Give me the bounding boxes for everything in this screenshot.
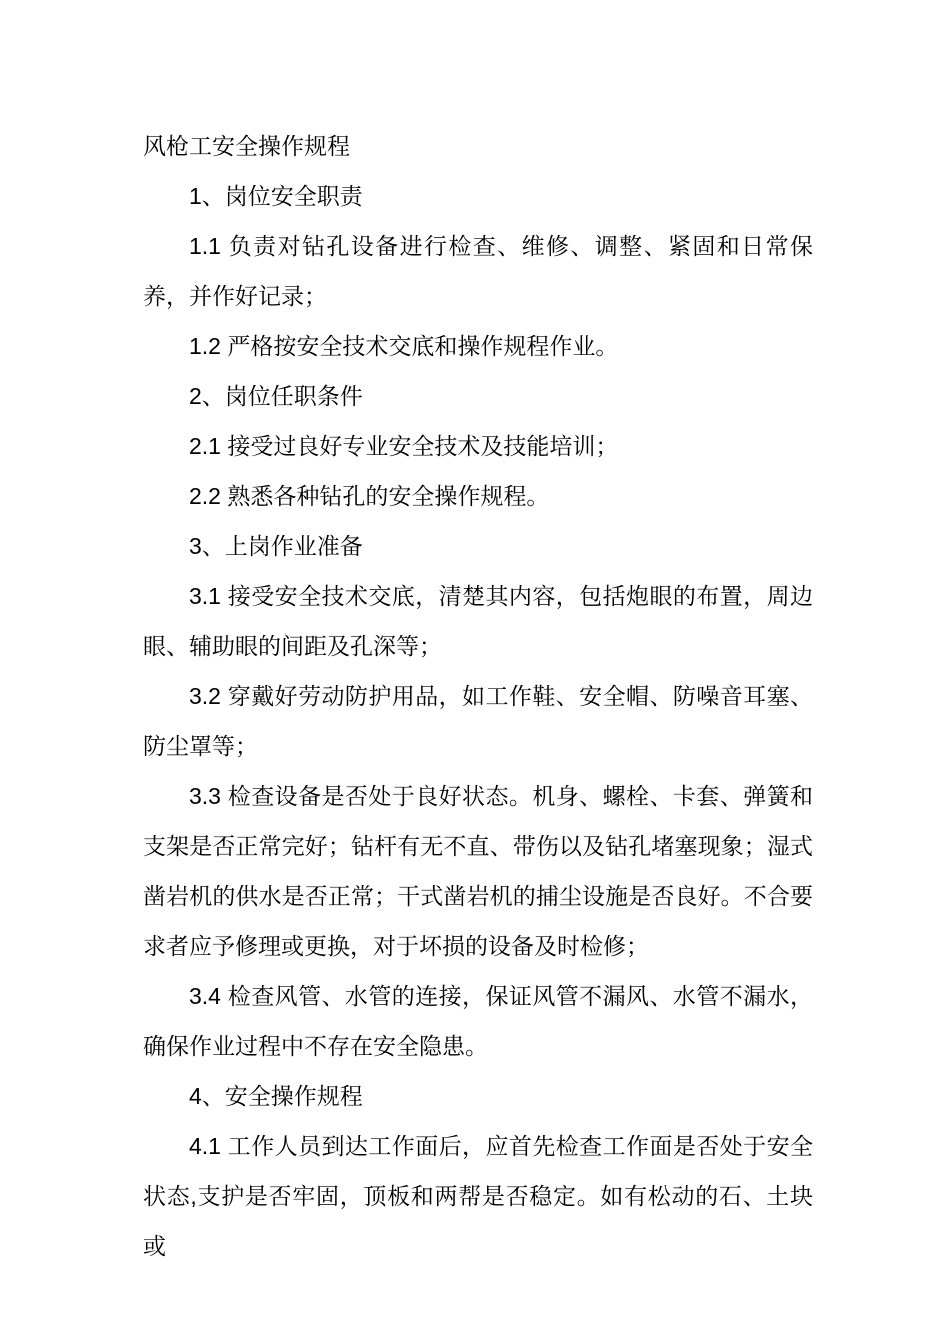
paragraph: 3.4 检查风管、水管的连接，保证风管不漏风、水管不漏水，确保作业过程中不存在安全隐患。: [143, 983, 813, 1059]
paragraph: 2.2 熟悉各种钻孔的安全操作规程。: [189, 483, 550, 509]
paragraph: 2、岗位任职条件: [189, 383, 363, 409]
paragraph: 3.3 检查设备是否处于良好状态。机身、螺栓、卡套、弹簧和支架是否正常完好；钻杆有无不直、带伤以及钻孔堵塞现象；湿式凿岩机的供水是否正常；干式凿岩机的捕尘设施是否良好。不合要求者应予修理或更换，对于坏损的设备及时检修；: [143, 783, 813, 959]
paragraph: 3.1 接受安全技术交底，清楚其内容，包括炮眼的布置，周边眼、辅助眼的间距及孔深等；: [143, 583, 813, 659]
paragraph: 1.1 负责对钻孔设备进行检查、维修、调整、紧固和日常保养，并作好记录；: [143, 233, 813, 309]
paragraph: 1、岗位安全职责: [189, 183, 363, 209]
paragraph: 1.2 严格按安全技术交底和操作规程作业。: [189, 333, 619, 359]
paragraph: 4.1 工作人员到达工作面后，应首先检查工作面是否处于安全状态,支护是否牢固，顶板和两帮是否稳定。如有松动的石、土块或: [143, 1133, 813, 1259]
paragraph: 3.2 穿戴好劳动防护用品，如工作鞋、安全帽、防噪音耳塞、防尘罩等；: [143, 683, 813, 759]
paragraph: 3、上岗作业准备: [189, 533, 363, 559]
document-title: 风枪工安全操作规程: [143, 133, 350, 159]
document-body: [143, 171, 813, 1271]
paragraph: 2.1 接受过良好专业安全技术及技能培训；: [189, 433, 619, 459]
paragraph: 4、安全操作规程: [189, 1083, 363, 1109]
